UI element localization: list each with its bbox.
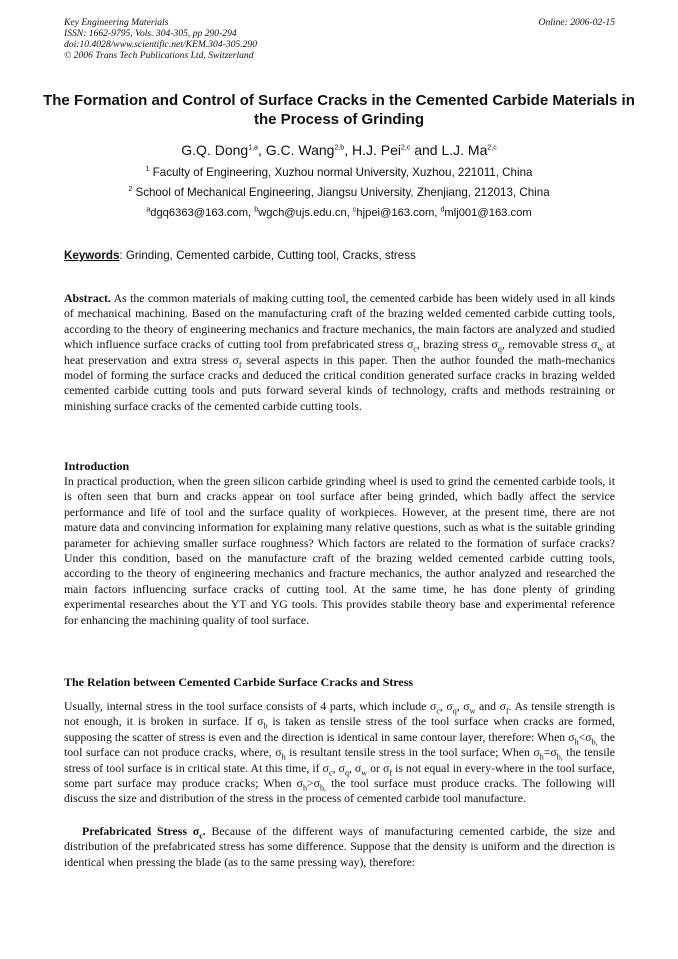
symbol-subscript: c: [199, 831, 203, 841]
label-text: .: [202, 824, 206, 838]
symbol-subscript: h: [281, 752, 286, 762]
symbol-subscript: q: [452, 706, 457, 716]
abstract: [64, 291, 615, 414]
section-heading-relation: The Relation between Cemented Carbide Surface Cracks and Stress: [64, 675, 414, 689]
email-sup: c: [352, 206, 357, 214]
symbol-subscript: w: [361, 767, 368, 777]
affiliation-num: 1: [145, 166, 150, 174]
body-text: , σ: [439, 699, 453, 713]
body-text: the tool surface can not produce cracks, where, σ: [64, 729, 615, 760]
author-sep: ,: [344, 142, 352, 158]
email-list: [0, 206, 678, 220]
keywords: [64, 249, 416, 262]
author-affil-sup: 2,c: [487, 144, 497, 152]
body-text: or σ: [367, 760, 390, 775]
online-date: Online: 2006-02-15: [538, 17, 615, 28]
author-name: L.J. Ma: [441, 142, 488, 158]
symbol-subscript: b,: [591, 737, 598, 747]
body-text: =σ: [543, 745, 557, 760]
journal-issn: ISSN: 1662-9795, Vols. 304-305, pp 290-294: [64, 28, 237, 39]
symbol-subscript: h: [302, 783, 307, 793]
body-text: is taken as tensile stress of the tool surface when cracks are formed, supposing the scatter of stress is even and the direction is identical in same contour layer, therefore: When σ: [64, 714, 615, 744]
body-text: <σ: [578, 729, 592, 744]
paper-title: The Formation and Control of Surface Cracks in the Cemented Carbide Materials in the Process of Grinding: [43, 92, 635, 128]
email-sup: d: [440, 206, 445, 214]
author-list: [0, 141, 678, 159]
symbol-subscript: b,: [556, 752, 563, 762]
symbol-subscript: h: [574, 737, 579, 747]
body-text: , σ: [332, 760, 345, 775]
author-sep: ,: [257, 142, 266, 158]
body-text: Because of the different ways of manufacturing cemented carbide, the size and distribution of the prefabricated stress has some difference. Suppose that the density is uniform and the direction is identical when pressing the blade (as to the same pressing way), therefore:: [64, 824, 615, 869]
author-name: G.Q. Dong: [181, 142, 249, 158]
body-text: the tool surface must produce cracks. The following will discuss the size and distribution of the stress in the process of cemented carbide tool manufacture.: [64, 776, 615, 806]
label-text: Prefabricated Stress σ: [82, 824, 200, 838]
symbol-subscript: c: [413, 344, 417, 354]
affiliation-num: 2: [128, 186, 133, 194]
author-sep: and: [410, 142, 442, 158]
abstract-text: , brazing stress σ: [416, 337, 498, 352]
author-affil-sup: 1,a: [248, 144, 258, 152]
journal-copyright: © 2006 Trans Tech Publications Ltd, Switzerland: [64, 50, 254, 61]
email-sup: a: [146, 206, 151, 214]
affiliation-text: School of Mechanical Engineering, Jiangsu University, Zhenjiang, 212013, China: [132, 186, 550, 199]
symbol-subscript: b: [263, 721, 268, 731]
email-sup: b: [254, 206, 259, 214]
symbol-subscript: h: [539, 752, 544, 762]
journal-doi: doi:10.4028/www.scientific.net/KEM.304-305.290: [64, 39, 258, 50]
keywords-label: Keywords: [64, 249, 120, 262]
abstract-text: several aspects in this paper. Then the author founded the math-mechanics model of forming the surface cracks and deduced the critical condition generated surface cracks in brazing welded cemented carbide cutting tools and puts forward several kinds of technology, crafts and methods restraining or minishing surface cracks of the cemented carbide cutting tools.: [64, 352, 615, 413]
email-link[interactable]: hjpei@163.com,: [356, 207, 441, 219]
symbol-subscript: f: [238, 359, 242, 369]
abstract-text: As the common materials of making cutting tool, the cemented carbide has been widely used in all kinds of mechanical machining. Based on the manufacturing craft of the brazing welded cemented carbide cutting tools, according to the theory of engineering mechanics and fracture mechanics, the main factors are analyzed and studied which influence surface cracks of cutting tool from prefabricated stress σ: [64, 291, 615, 352]
introduction-text: In practical production, when the green silicon carbide grinding wheel is used to grind the cemented carbide tools, it is often seen that burn and cracks appear on tool surface after being grinded, which badly affect the service performance and life of tool and the surface quality of workpieces. However, at the present time, there are not mature data and convincing information for explaining many relative questions, such as what is the suitable grinding parameter for achieving smaller surface roughness? Which factors are related to the formation of surface cracks? Under this condition, based on the manufacture craft of the brazing welded cemented carbide cutting tools, according to the theory of engineering mechanics and fracture mechanics, the author analyzed and researched the main factors influencing surface cracks of cutting tool. At the same time, he has done plenty of grinding experimental researches about the YT and YG tools. This provides stabile theory base and experimental reference for enhancing the machining quality of tool surface.: [64, 474, 615, 627]
body-text: >σ: [306, 776, 320, 791]
email-link[interactable]: mlj001@163.com: [444, 207, 532, 219]
body-text: and σ: [475, 699, 506, 713]
prefabricated-stress-paragraph: [64, 824, 615, 870]
symbol-subscript: c: [436, 706, 440, 716]
symbol-subscript: q: [497, 344, 502, 354]
author-affil-sup: 2,c: [400, 144, 411, 152]
symbol-subscript: b,: [319, 783, 326, 793]
abstract-text: , removable stress σ: [501, 337, 598, 352]
abstract-label: Abstract.: [64, 291, 111, 305]
body-text: , σ: [348, 760, 362, 775]
relation-text: [64, 699, 615, 807]
symbol-subscript: w: [597, 344, 604, 354]
email-link[interactable]: dgq6363@163.com,: [150, 207, 255, 219]
author-name: G.C. Wang: [265, 142, 335, 158]
symbol-subscript: c: [329, 767, 333, 777]
affiliation-2: [0, 186, 678, 200]
journal-name: Key Engineering Materials: [64, 17, 169, 28]
body-text: Usually, internal stress in the tool surface consists of 4 parts, which include σ: [64, 699, 437, 713]
symbol-subscript: f: [505, 706, 509, 716]
affiliation-1: [0, 166, 678, 180]
body-text: , σ: [456, 699, 470, 713]
prefabricated-stress-label: [82, 824, 206, 841]
body-text: . As tensile strength is not enough, it is broken in surface. If σ: [64, 699, 615, 729]
affiliation-text: Faculty of Engineering, Xuzhou normal University, Xuzhou, 221011, China: [149, 166, 533, 179]
abstract-text: at heat preservation and extra stress σ: [64, 337, 616, 367]
keywords-text: : Grinding, Cemented carbide, Cutting tool, Cracks, stress: [119, 249, 416, 262]
body-text: the tensile stress of tool surface is in critical state. At this time, if σ: [64, 745, 616, 775]
email-link[interactable]: wgch@ujs.edu.cn,: [258, 207, 353, 219]
section-heading-introduction: Introduction: [64, 459, 130, 473]
journal-header: [64, 17, 257, 61]
symbol-subscript: f: [389, 767, 393, 777]
symbol-subscript: w: [469, 706, 476, 716]
body-text: is not equal in every-where in the tool surface, some part surface may produce cracks; When σ: [64, 760, 615, 791]
author-name: H.J. Pei: [351, 142, 401, 158]
symbol-subscript: q: [344, 767, 349, 777]
body-text: is resultant tensile stress in the tool surface; When σ: [285, 745, 540, 760]
author-affil-sup: 2,b: [334, 144, 345, 152]
